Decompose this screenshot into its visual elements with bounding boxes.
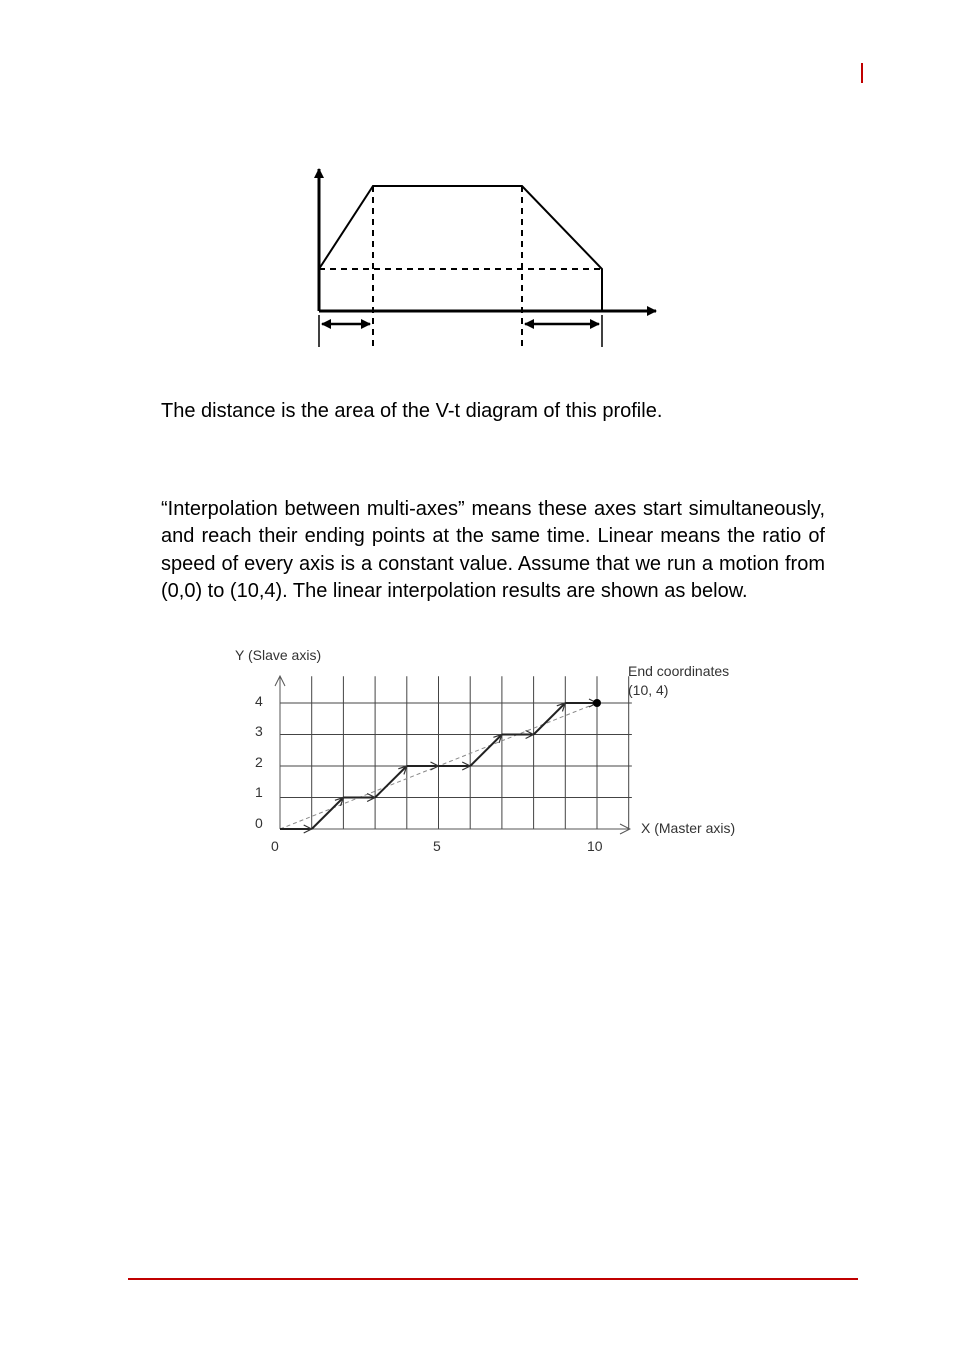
vt-profile-diagram — [300, 155, 670, 355]
end-point-marker — [593, 699, 601, 707]
y-tick-label: 2 — [255, 754, 263, 770]
interpolation-step-arrow — [375, 766, 407, 798]
y-axis-label: Y (Slave axis) — [235, 647, 322, 663]
y-tick-label: 3 — [255, 723, 263, 739]
y-tick-label: 1 — [255, 784, 263, 800]
velocity-profile-line — [319, 186, 602, 311]
interpolation-step-arrow — [534, 703, 566, 735]
header-accent-mark — [861, 63, 863, 83]
footer-rule — [128, 1278, 858, 1280]
interpolation-step-arrow — [470, 735, 502, 767]
interpolation-paragraph: “Interpolation between multi-axes” means these axes start simultaneously, and reach their ending points at the same time. Linear means the ratio of speed of every axis is a constant value. Assume that we run a motion from (0,0) to (10,4). The linear interpolation results are shown as below. — [161, 498, 825, 603]
x-tick-label: 5 — [433, 838, 441, 854]
y-tick-label: 4 — [255, 693, 263, 709]
end-coordinates-label: End coordinates — [628, 663, 730, 679]
end-coordinates-value: (10, 4) — [628, 682, 669, 698]
grid — [280, 676, 632, 829]
y-tick-label: 0 — [255, 815, 263, 831]
linear-interpolation-figure — [225, 640, 765, 860]
x-axis-label: X (Master axis) — [641, 820, 736, 836]
x-tick-label: 0 — [271, 838, 279, 854]
interpolation-step-arrow — [312, 798, 344, 830]
distance-sentence: The distance is the area of the V-t diagram of this profile. — [161, 400, 663, 422]
x-tick-label: 10 — [587, 838, 603, 854]
